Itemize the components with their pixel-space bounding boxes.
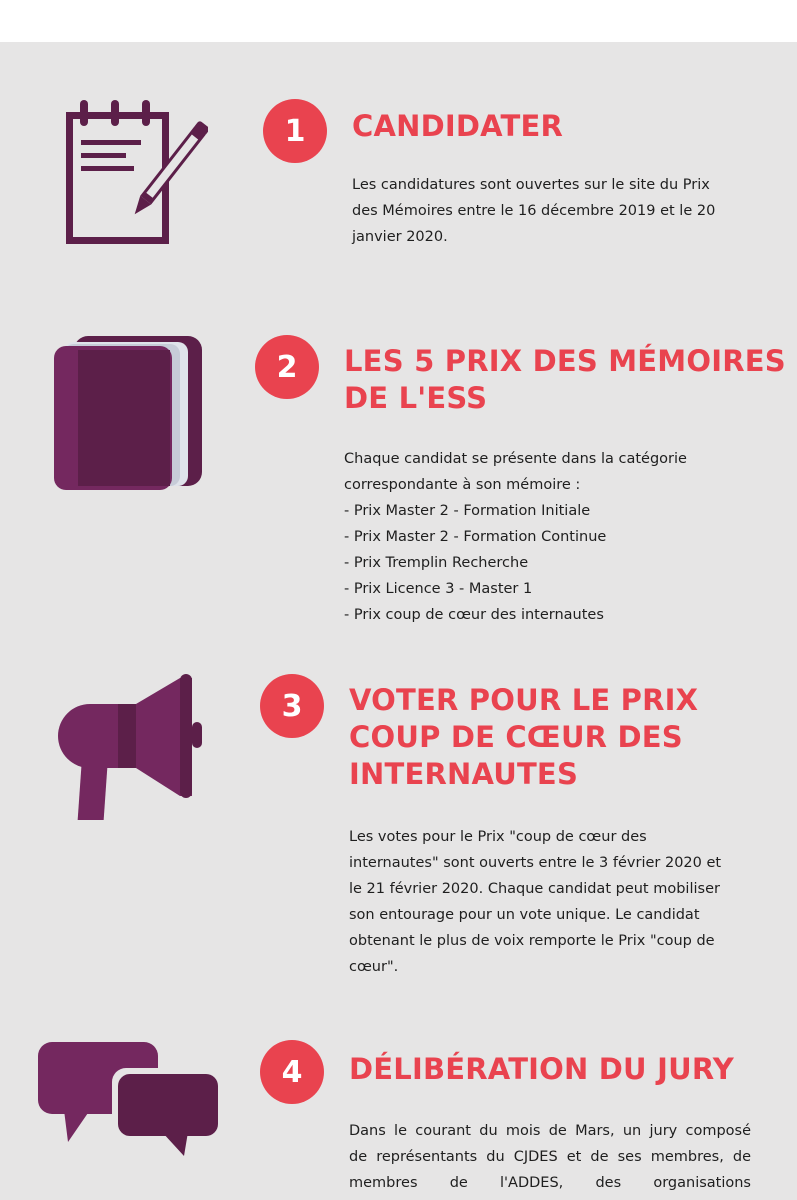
prize-list-item: - Prix Tremplin Recherche [344,555,529,571]
step-3-text [349,824,721,980]
step-3-number: 3 [260,674,324,738]
step-2-text-line: correspondante à son mémoire : [344,477,581,493]
step-2-title-line: LES 5 PRIX DES MÉMOIRES [344,344,786,378]
step-1-title: CANDIDATER [352,109,564,143]
step-1-text [352,172,715,250]
step-2-title [344,343,786,417]
step-4-number: 4 [260,1040,324,1104]
step-3-text-line: cœur". [349,959,399,975]
step-3-text-line: Les votes pour le Prix "coup de cœur des [349,829,647,845]
chat-bubbles-icon [38,1040,220,1160]
step-2-title-line: DE L'ESS [344,381,488,415]
notepad-pencil-icon [58,98,208,248]
book-icon [54,334,204,492]
step-1-text-line: Les candidatures sont ouvertes sur le site du Prix [352,177,710,193]
step-3-text-line: obtenant le plus de voix remporte le Prix "coup de [349,933,715,949]
step-4-text-line: Dans le courant du mois de Mars, un jury composé [349,1123,751,1139]
prize-list-item: - Prix Licence 3 - Master 1 [344,581,533,597]
step-3-text-line: son entourage pour un vote unique. Le candidat [349,907,700,923]
step-4-text-line: membres de l'ADDES, des organisations [349,1175,751,1191]
megaphone-icon [54,672,204,822]
step-3-title-line: VOTER POUR LE PRIX [349,683,699,717]
step-4-text-line: de représentants du CJDES et de ses membres, de [349,1149,751,1165]
step-1-text-line: des Mémoires entre le 16 décembre 2019 et le 20 [352,203,716,219]
step-3-text-line: le 21 février 2020. Chaque candidat peut mobiliser [349,881,720,897]
step-3-title-line: COUP DE CŒUR DES [349,720,683,754]
step-1-text-line: janvier 2020. [352,229,448,245]
step-2-number: 2 [255,335,319,399]
step-2-text [344,446,687,628]
prize-list-item: - Prix Master 2 - Formation Continue [344,529,607,545]
step-3-title-line: INTERNAUTES [349,757,579,791]
step-1-number: 1 [263,99,327,163]
step-2-text-line: Chaque candidat se présente dans la catégorie [344,451,687,467]
prize-list-item: - Prix Master 2 - Formation Initiale [344,503,591,519]
top-white-band [0,0,797,42]
step-4-title: DÉLIBÉRATION DU JURY [349,1052,734,1086]
step-3-title [349,682,698,793]
prize-list-item: - Prix coup de cœur des internautes [344,607,604,623]
step-3-text-line: internautes" sont ouverts entre le 3 février 2020 et [349,855,722,871]
step-4-text [349,1118,751,1196]
